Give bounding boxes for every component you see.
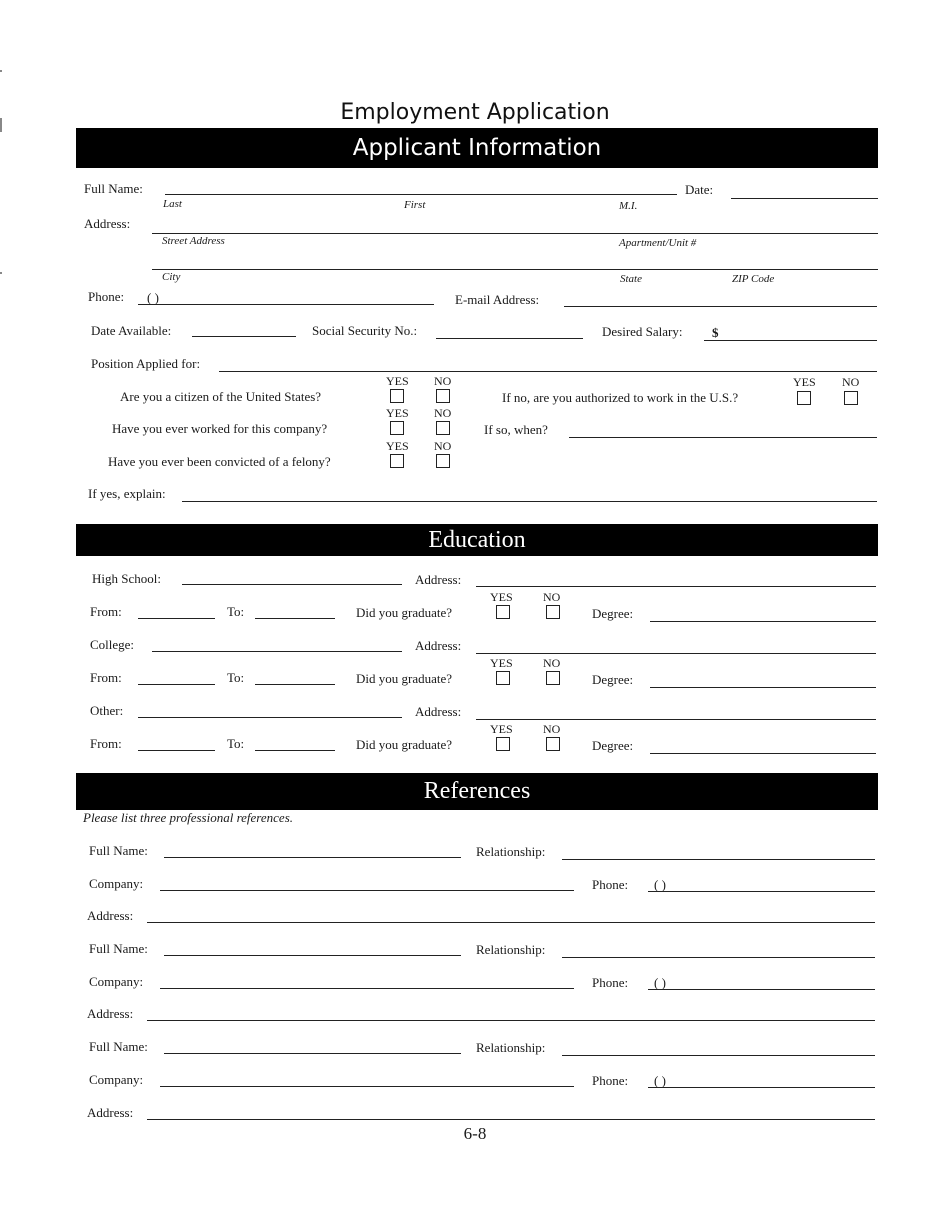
last-name-caption: Last — [163, 198, 182, 210]
phone-label: Phone: — [88, 289, 125, 304]
reference-2-phone-area-code: ( ) — [654, 975, 666, 990]
reference-1-full-name-label: Full Name: — [89, 843, 148, 858]
desired-salary-field[interactable] — [704, 340, 877, 341]
no-label: NO — [434, 406, 452, 420]
email-label: E-mail Address: — [455, 292, 540, 307]
desired-salary-label: Desired Salary: — [602, 324, 683, 339]
document-title: Employment Application — [340, 100, 610, 125]
yes-label: YES — [793, 375, 816, 389]
reference-2-relationship-field[interactable] — [562, 957, 875, 958]
citizen-no-checkbox[interactable] — [436, 389, 450, 403]
no-label: NO — [543, 722, 561, 736]
citizen-yes-checkbox[interactable] — [390, 389, 404, 403]
full-name-label: Full Name: — [84, 181, 143, 196]
section-header-applicant: Applicant Information — [76, 128, 878, 168]
address-label: Address: — [84, 216, 131, 231]
authorized-no-checkbox[interactable] — [844, 391, 858, 405]
city-caption: City — [162, 271, 181, 283]
other-school-field[interactable] — [138, 717, 402, 718]
date-available-label: Date Available: — [91, 323, 172, 338]
first-name-caption: First — [404, 199, 426, 211]
to-label: To: — [227, 670, 245, 685]
reference-3-phone-label: Phone: — [592, 1073, 629, 1088]
phone-field[interactable] — [138, 304, 434, 305]
reference-1-phone-field[interactable] — [648, 891, 875, 892]
from-label: From: — [90, 604, 122, 619]
reference-3-company-label: Company: — [89, 1072, 144, 1087]
felony-question: Have you ever been convicted of a felony? — [108, 454, 331, 469]
graduate-question: Did you graduate? — [356, 671, 453, 686]
reference-2-company-label: Company: — [89, 974, 144, 989]
college-graduate-no-checkbox[interactable] — [546, 671, 560, 685]
high-school-to-field[interactable] — [255, 618, 335, 619]
reference-3-address-field[interactable] — [147, 1119, 875, 1120]
from-label: From: — [90, 736, 122, 751]
reference-1-company-field[interactable] — [160, 890, 574, 891]
yes-label: YES — [490, 656, 513, 670]
explain-field[interactable] — [182, 501, 877, 502]
if-yes-explain-label: If yes, explain: — [88, 486, 166, 501]
city-state-zip-field[interactable] — [152, 269, 878, 270]
high-school-label: High School: — [92, 571, 161, 586]
state-caption: State — [620, 273, 642, 285]
scan-mark — [0, 70, 2, 72]
other-graduate-yes-checkbox[interactable] — [496, 737, 510, 751]
yes-label: YES — [386, 374, 409, 388]
reference-1-full-name-field[interactable] — [164, 857, 461, 858]
date-available-field[interactable] — [192, 336, 296, 337]
reference-2-full-name-label: Full Name: — [89, 941, 148, 956]
reference-3-phone-area-code: ( ) — [654, 1073, 666, 1088]
date-field[interactable] — [731, 198, 878, 199]
high-school-address-field[interactable] — [476, 586, 876, 587]
other-degree-field[interactable] — [650, 753, 876, 754]
apartment-caption: Apartment/Unit # — [619, 237, 697, 249]
yes-label: YES — [386, 406, 409, 420]
reference-1-address-field[interactable] — [147, 922, 875, 923]
email-field[interactable] — [564, 306, 877, 307]
reference-2-relationship-label: Relationship: — [476, 942, 546, 957]
high-school-address-label: Address: — [415, 572, 462, 587]
reference-3-relationship-label: Relationship: — [476, 1040, 546, 1055]
reference-3-address-label: Address: — [87, 1105, 134, 1120]
date-label: Date: — [685, 182, 714, 197]
high-school-graduate-yes-checkbox[interactable] — [496, 605, 510, 619]
felony-no-checkbox[interactable] — [436, 454, 450, 468]
section-header-education: Education — [76, 524, 878, 556]
yes-label: YES — [386, 439, 409, 453]
college-label: College: — [90, 637, 135, 652]
graduate-question: Did you graduate? — [356, 737, 453, 752]
reference-2-address-label: Address: — [87, 1006, 134, 1021]
yes-label: YES — [490, 722, 513, 736]
college-degree-field[interactable] — [650, 687, 876, 688]
no-label: NO — [543, 656, 561, 670]
college-from-field[interactable] — [138, 684, 215, 685]
reference-1-address-label: Address: — [87, 908, 134, 923]
if-so-when-field[interactable] — [569, 437, 877, 438]
reference-2-phone-label: Phone: — [592, 975, 629, 990]
section-header-references: References — [76, 773, 878, 810]
worked-yes-checkbox[interactable] — [390, 421, 404, 435]
no-label: NO — [434, 374, 452, 388]
reference-2-full-name-field[interactable] — [164, 955, 461, 956]
college-graduate-yes-checkbox[interactable] — [496, 671, 510, 685]
other-graduate-no-checkbox[interactable] — [546, 737, 560, 751]
reference-1-phone-area-code: ( ) — [654, 877, 666, 892]
yes-label: YES — [490, 590, 513, 604]
reference-1-phone-label: Phone: — [592, 877, 629, 892]
reference-3-relationship-field[interactable] — [562, 1055, 875, 1056]
ssn-field[interactable] — [436, 338, 583, 339]
no-label: NO — [434, 439, 452, 453]
high-school-graduate-no-checkbox[interactable] — [546, 605, 560, 619]
full-name-field[interactable] — [165, 194, 677, 195]
reference-1-relationship-field[interactable] — [562, 859, 875, 860]
no-label: NO — [543, 590, 561, 604]
degree-label: Degree: — [592, 672, 634, 687]
middle-initial-caption: M.I. — [619, 200, 638, 212]
to-label: To: — [227, 736, 245, 751]
zip-caption: ZIP Code — [732, 273, 775, 285]
to-label: To: — [227, 604, 245, 619]
college-to-field[interactable] — [255, 684, 335, 685]
page-number: 6-8 — [463, 1124, 487, 1143]
position-label: Position Applied for: — [91, 356, 201, 371]
worked-question: Have you ever worked for this company? — [112, 421, 328, 436]
ssn-label: Social Security No.: — [312, 323, 418, 338]
college-address-field[interactable] — [476, 653, 876, 654]
reference-3-full-name-field[interactable] — [164, 1053, 461, 1054]
reference-3-phone-field[interactable] — [648, 1087, 875, 1088]
if-so-when-label: If so, when? — [484, 422, 548, 437]
other-from-field[interactable] — [138, 750, 215, 751]
reference-3-full-name-label: Full Name: — [89, 1039, 148, 1054]
reference-1-relationship-label: Relationship: — [476, 844, 546, 859]
degree-label: Degree: — [592, 738, 634, 753]
high-school-field[interactable] — [182, 584, 402, 585]
phone-area-code: ( ) — [147, 290, 159, 305]
from-label: From: — [90, 670, 122, 685]
references-instruction: Please list three professional references. — [83, 810, 293, 825]
reference-3-company-field[interactable] — [160, 1086, 574, 1087]
no-label: NO — [842, 375, 860, 389]
degree-label: Degree: — [592, 606, 634, 621]
other-address-label: Address: — [415, 704, 462, 719]
felony-yes-checkbox[interactable] — [390, 454, 404, 468]
college-field[interactable] — [152, 651, 402, 652]
reference-2-address-field[interactable] — [147, 1020, 875, 1021]
authorized-question: If no, are you authorized to work in the U.S.? — [502, 390, 739, 405]
scan-mark — [0, 272, 2, 274]
reference-2-phone-field[interactable] — [648, 989, 875, 990]
street-address-caption: Street Address — [162, 235, 225, 247]
high-school-degree-field[interactable] — [650, 621, 876, 622]
citizen-question: Are you a citizen of the United States? — [120, 389, 322, 404]
other-label: Other: — [90, 703, 124, 718]
reference-2-company-field[interactable] — [160, 988, 574, 989]
street-address-field[interactable] — [152, 233, 878, 234]
dollar-sign: $ — [712, 325, 719, 340]
worked-no-checkbox[interactable] — [436, 421, 450, 435]
college-address-label: Address: — [415, 638, 462, 653]
high-school-from-field[interactable] — [138, 618, 215, 619]
authorized-yes-checkbox[interactable] — [797, 391, 811, 405]
other-to-field[interactable] — [255, 750, 335, 751]
graduate-question: Did you graduate? — [356, 605, 453, 620]
other-address-field[interactable] — [476, 719, 876, 720]
position-field[interactable] — [219, 371, 877, 372]
reference-1-company-label: Company: — [89, 876, 144, 891]
